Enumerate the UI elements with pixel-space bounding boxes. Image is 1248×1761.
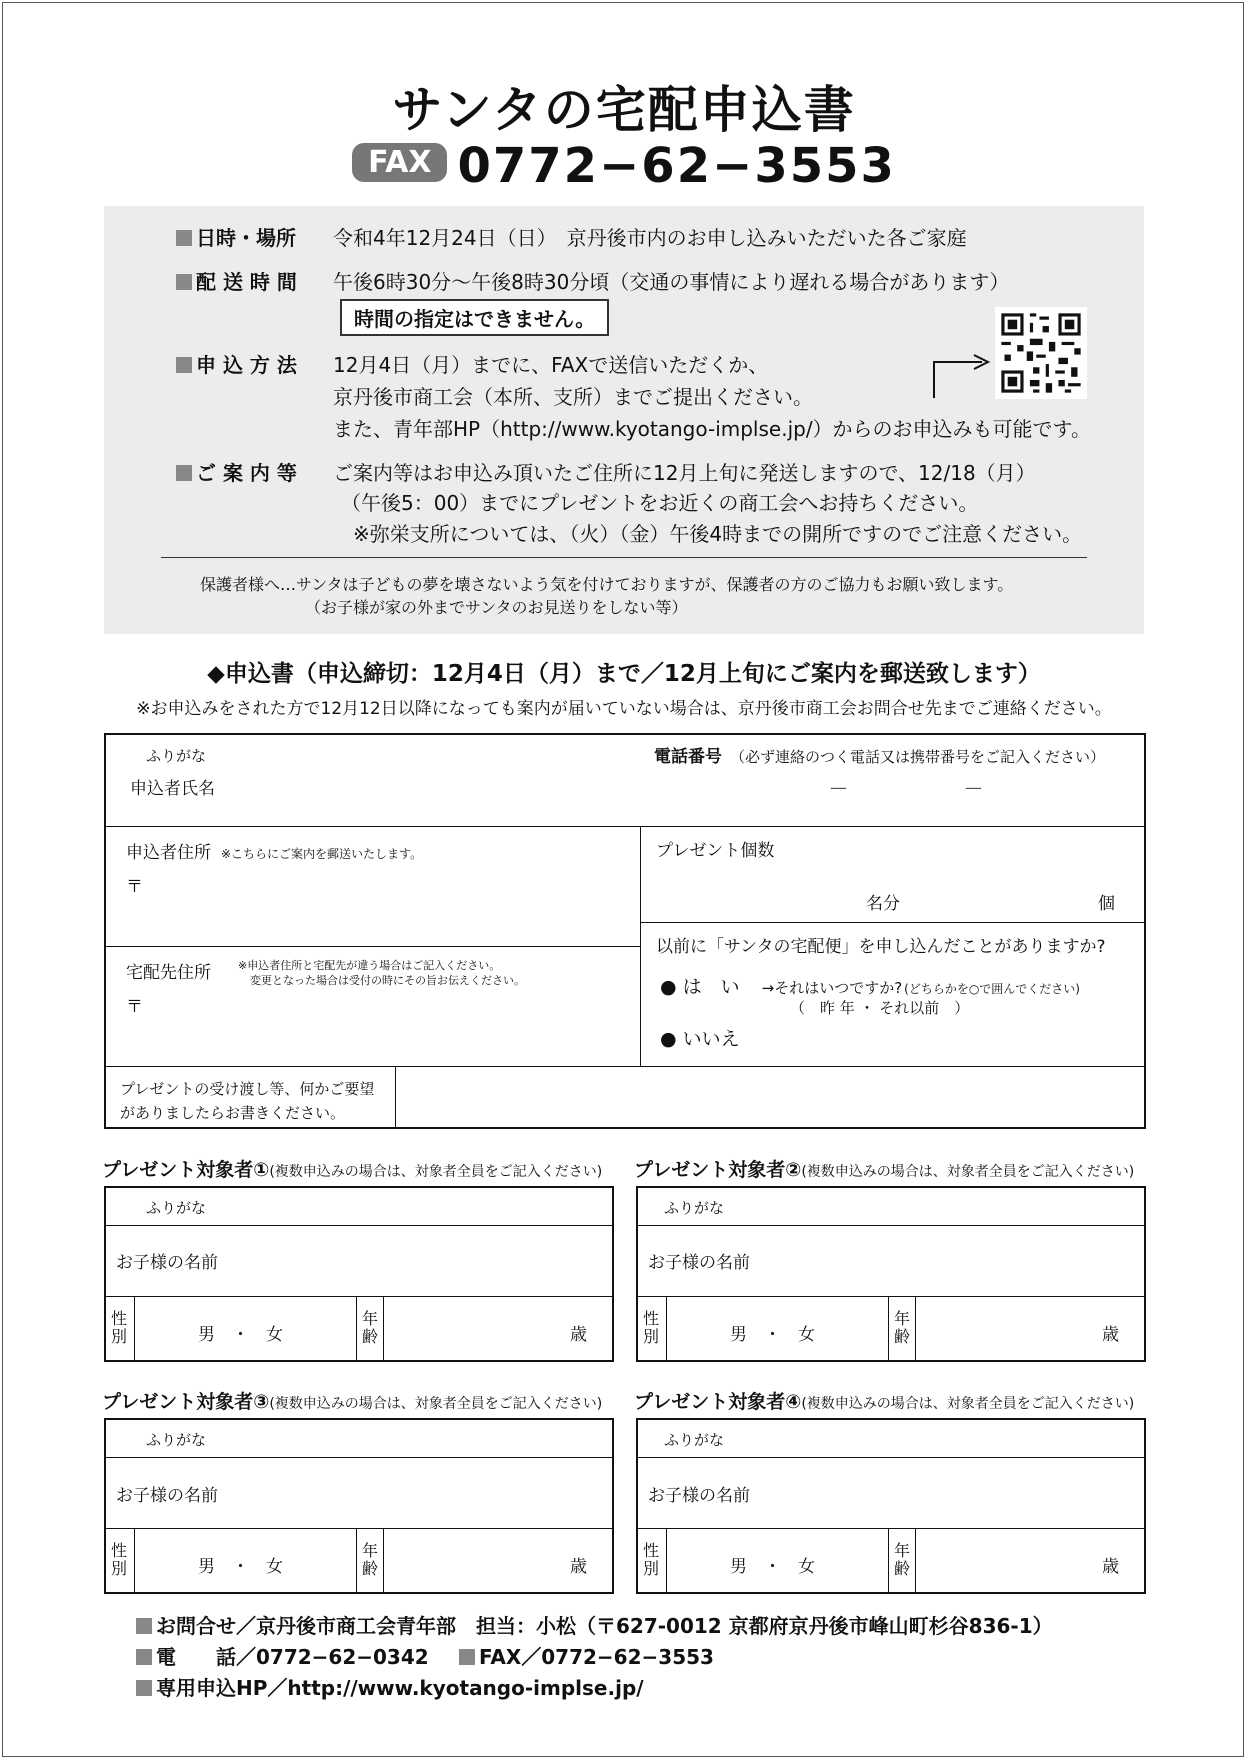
target-3-child-name-field[interactable] [230, 1462, 610, 1524]
answer-yes-option[interactable]: ● は い →それはいつですか? (どちらかを○で囲んでください) [660, 976, 1080, 998]
method-line-3: また、青年部HP（http://www.kyotango-implse.jp/）からのお申込みも可能です。 [333, 417, 1091, 441]
arrow-right-icon [932, 350, 992, 400]
delivery-address-label: 宅配先住所 [126, 963, 211, 983]
answer-yes-period-options[interactable]: （ 昨 年 ・ それ以前 ） [790, 999, 970, 1017]
target-3-gender-label: 性 別 [110, 1541, 127, 1578]
target-4-age-label: 年 齢 [893, 1541, 910, 1578]
present-count-field[interactable] [660, 866, 1130, 916]
square-bullet-icon [136, 1649, 152, 1665]
phone-note: （必ず連絡のつく電話又は携帯番号をご記入ください） [730, 748, 1106, 766]
delivery-postal-mark: 〒 [126, 997, 143, 1017]
square-bullet-icon [176, 230, 192, 246]
answer-no-option[interactable]: ● いいえ [660, 1028, 740, 1050]
time-text: 午後6時30分〜午後8時30分頃（交通の事情により遅れる場合があります） [333, 270, 1010, 294]
target-3-child-name-label: お子様の名前 [116, 1486, 218, 1506]
method-line-2: 京丹後市商工会（本所、支所）までご提出ください。 [333, 385, 813, 409]
method-line-1: 12月4日（月）までに、FAXで送信いただくか、 [333, 353, 769, 377]
previous-question: 以前に「サンタの宅配便」を申し込んだことがありますか? [656, 937, 1106, 957]
target-2-child-name-label: お子様の名前 [648, 1253, 750, 1273]
footer-web[interactable]: 専用申込HP／http://www.kyotango-implse.jp/ [136, 1672, 644, 1701]
target-4-gender-label: 性 別 [642, 1541, 659, 1578]
answer-yes-note: (どちらかを○で囲んでください) [904, 982, 1080, 996]
target-4-age-unit: 歳 [1102, 1557, 1119, 1577]
present-count-label: プレゼント個数 [656, 841, 775, 861]
square-bullet-icon [176, 357, 192, 373]
time-notice: 時間の指定はできません。 [340, 299, 609, 336]
delivery-address-field[interactable] [150, 990, 630, 1060]
phone-label: 電話番号 （必ず連絡のつく電話又は携帯番号をご記入ください） [654, 747, 1106, 767]
request-field[interactable] [400, 1070, 1142, 1125]
guardian-note-2: （お子様が家の外までサンタのお見送りをしない等） [305, 598, 688, 617]
target-3-age-field[interactable] [390, 1532, 560, 1588]
target-4-child-name-label: お子様の名前 [648, 1486, 750, 1506]
target-4-child-name-field[interactable] [762, 1462, 1142, 1524]
target-1-child-name-field[interactable] [230, 1230, 610, 1292]
form-title: ◆申込書（申込締切：12月4日（月）まで／12月上旬にご案内を郵送致します） [207, 661, 1041, 687]
guardian-note-1: 保護者様へ…サンタは子どもの夢を壊さないよう気を付けておりますが、保護者の方のご協力もお願い致します。 [200, 575, 1014, 594]
target-1-age-label: 年 齢 [361, 1309, 378, 1346]
square-bullet-icon [136, 1680, 152, 1696]
target-2-note: (複数申込みの場合は、対象者全員をご記入ください) [801, 1164, 1135, 1180]
target-1-furigana: ふりがな [146, 1199, 207, 1217]
fax-badge: FAX [352, 143, 447, 182]
guide-line-2: （午後5：00）までにプレゼントをお近くの商工会へお持ちください。 [341, 491, 979, 515]
form-note: ※お申込みをされた方で12月12日以降になっても案内が届いていない場合は、京丹後市商工会お問合せ先までご連絡ください。 [136, 699, 1112, 719]
square-bullet-icon [459, 1649, 475, 1665]
target-1-gender-label: 性 別 [110, 1309, 127, 1346]
method-label: 申 込 方 法 [176, 349, 297, 378]
fax-line [0, 138, 1248, 194]
target-2-child-name-field[interactable] [762, 1230, 1142, 1292]
footer-contact: お問合せ／京丹後市商工会青年部 担当：小松（〒627-0012 京都府京丹後市峰山町杉谷836-1） [136, 1610, 1053, 1639]
request-label-2: がありましたらお書きください。 [120, 1104, 346, 1122]
phone-field[interactable] [700, 770, 1120, 816]
target-1-gender-options[interactable]: 男 ・ 女 [198, 1325, 283, 1345]
target-1-heading: プレゼント対象者①(複数申込みの場合は、対象者全員をご記入ください) [102, 1159, 603, 1181]
qr-code-icon[interactable] [995, 307, 1087, 399]
target-3-gender-options[interactable]: 男 ・ 女 [198, 1557, 283, 1577]
target-3-note: (複数申込みの場合は、対象者全員をご記入ください) [269, 1396, 603, 1412]
target-2-age-field[interactable] [922, 1300, 1092, 1356]
square-bullet-icon [176, 274, 192, 290]
square-bullet-icon [136, 1618, 152, 1634]
date-label: 日時・場所 [176, 222, 296, 251]
time-label: 配 送 時 間 [176, 266, 297, 295]
address-note: ※こちらにご案内を郵送いたします。 [221, 847, 423, 861]
footer-phone: 電 話／0772−62−0342 [136, 1641, 429, 1670]
target-2-age-label: 年 齢 [893, 1309, 910, 1346]
target-2-age-unit: 歳 [1102, 1325, 1119, 1345]
address-field[interactable] [150, 866, 630, 938]
present-unit-items: 個 [1098, 894, 1115, 914]
target-4-note: (複数申込みの場合は、対象者全員をご記入ください) [801, 1396, 1135, 1412]
target-3-age-label: 年 齢 [361, 1541, 378, 1578]
target-4-age-field[interactable] [922, 1532, 1092, 1588]
fax-number: 0772−62−3553 [457, 138, 896, 194]
target-2-gender-label: 性 別 [642, 1309, 659, 1346]
page-title: サンタの宅配申込書 [392, 81, 856, 139]
date-text: 令和4年12月24日（日） 京丹後市内のお申し込みいただいた各ご家庭 [333, 226, 967, 250]
request-label-1: プレゼントの受け渡し等、何かご要望 [120, 1080, 375, 1098]
target-3-heading: プレゼント対象者③(複数申込みの場合は、対象者全員をご記入ください) [102, 1391, 603, 1413]
square-bullet-icon [176, 465, 192, 481]
address-postal-mark: 〒 [126, 877, 143, 897]
target-1-child-name-label: お子様の名前 [116, 1253, 218, 1273]
applicant-furigana-label: ふりがな [146, 747, 207, 765]
guide-line-1: ご案内等はお申込み頂いたご住所に12月上旬に発送しますので、12/18（月） [333, 461, 1036, 485]
target-2-heading: プレゼント対象者②(複数申込みの場合は、対象者全員をご記入ください) [634, 1159, 1135, 1181]
target-4-furigana: ふりがな [664, 1431, 725, 1449]
applicant-name-field[interactable] [230, 745, 630, 821]
target-2-gender-options[interactable]: 男 ・ 女 [730, 1325, 815, 1345]
phone-dash-2: — [965, 778, 982, 798]
delivery-note-2: 変更となった場合は受付の時にその旨お伝えください。 [250, 974, 525, 987]
guide-line-3: ※弥栄支所については、（火）（金）午後4時までの開所ですのでご注意ください。 [353, 522, 1083, 546]
address-label: 申込者住所 ※こちらにご案内を郵送いたします。 [126, 843, 423, 863]
target-3-age-unit: 歳 [570, 1557, 587, 1577]
target-3-furigana: ふりがな [146, 1431, 207, 1449]
target-1-age-field[interactable] [390, 1300, 560, 1356]
target-4-heading: プレゼント対象者④(複数申込みの場合は、対象者全員をご記入ください) [634, 1391, 1135, 1413]
phone-dash-1: — [830, 778, 847, 798]
target-4-gender-options[interactable]: 男 ・ 女 [730, 1557, 815, 1577]
target-1-note: (複数申込みの場合は、対象者全員をご記入ください) [269, 1164, 603, 1180]
delivery-note-1: ※申込者住所と宅配先が違う場合はご記入ください。 [238, 959, 501, 972]
guide-label: ご 案 内 等 [176, 457, 297, 486]
divider [161, 557, 1087, 558]
target-2-furigana: ふりがな [664, 1199, 725, 1217]
footer-fax: FAX／0772−62−3553 [459, 1641, 714, 1670]
target-1-age-unit: 歳 [570, 1325, 587, 1345]
present-unit-people: 名分 [866, 894, 900, 914]
answer-yes-followup: →それはいつですか? [761, 979, 903, 997]
applicant-name-label: 申込者氏名 [130, 779, 215, 799]
